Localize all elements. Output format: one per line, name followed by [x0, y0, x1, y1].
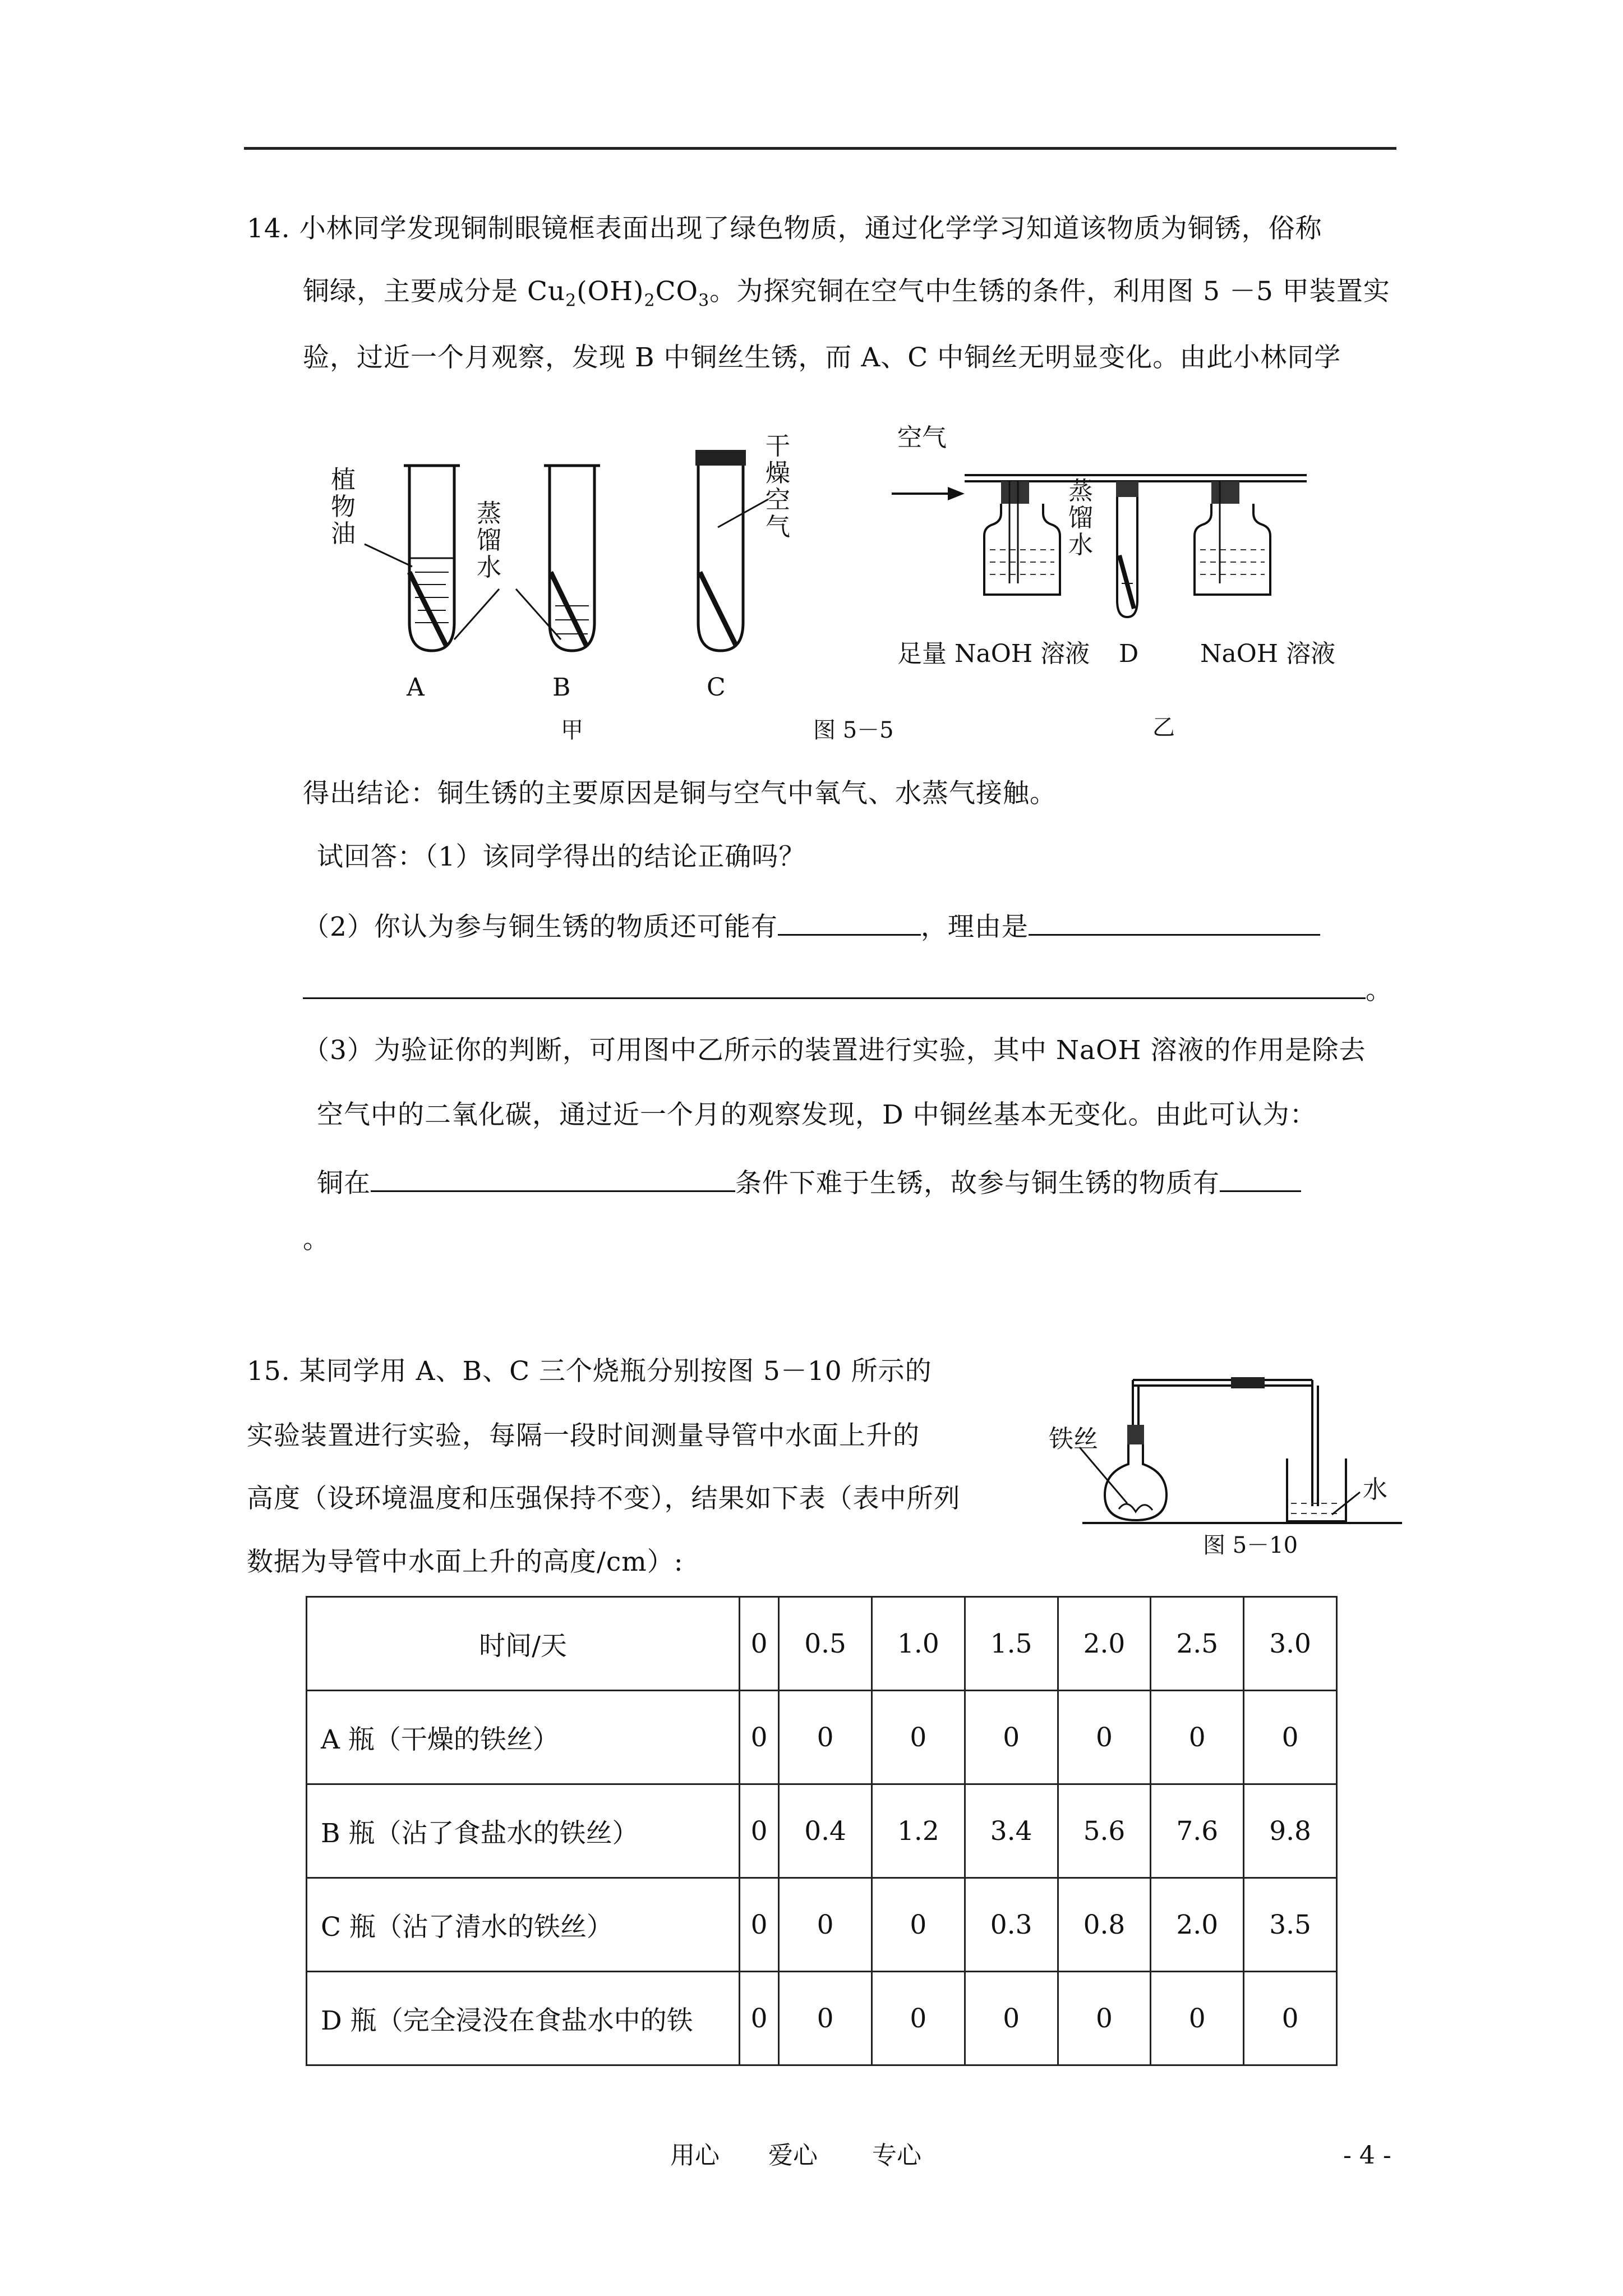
table-cell: 0.3: [965, 1878, 1058, 1972]
figure-5-5-caption: 图 5－5: [813, 717, 894, 743]
table-header-cell: 时间/天: [307, 1597, 740, 1691]
tube-d-label: D: [1119, 639, 1139, 668]
q15-line1: 15. 某同学用 A、B、C 三个烧瓶分别按图 5－10 所示的: [247, 1356, 932, 1387]
table-cell: D 瓶（完全浸没在食盐水中的铁: [307, 1972, 740, 2065]
table-cell: 0: [779, 1972, 872, 2065]
table-header-cell: 2.5: [1151, 1597, 1244, 1691]
q14-q3-line3: 铜在 条件下难于生锈，故参与铜生锈的物质有: [317, 1162, 1301, 1200]
tube-a: [404, 466, 460, 651]
answer-blank-reason[interactable]: [1029, 906, 1320, 936]
label-naoh-left: 足量 NaOH 溶液: [897, 639, 1090, 668]
figure-5-5-yi: [813, 415, 1380, 743]
table-header-cell: 1.0: [872, 1597, 965, 1691]
label-dry-air: 干燥空气: [766, 432, 790, 541]
tube-b-label: B: [552, 673, 571, 702]
q15-line2: 实验装置进行实验，每隔一段时间测量导管中水面上升的: [247, 1420, 920, 1451]
label-water-510: 水: [1363, 1475, 1387, 1504]
q14-q2-cont: 。: [303, 969, 1393, 1007]
tube-b: [544, 466, 600, 651]
table-cell: 3.4: [965, 1784, 1058, 1878]
table-cell: 9.8: [1244, 1784, 1337, 1878]
q14-q2: （2）你认为参与铜生锈的物质还可能有 ，理由是: [303, 906, 1320, 944]
q14-q1: 试回答：（1）该同学得出的结论正确吗？: [317, 841, 806, 872]
table-cell: B 瓶（沾了食盐水的铁丝）: [307, 1784, 740, 1878]
table-cell: C 瓶（沾了清水的铁丝）: [307, 1878, 740, 1972]
table-cell: 0: [1058, 1972, 1151, 2065]
table-header-cell: 0.5: [779, 1597, 872, 1691]
tube-d: [1116, 481, 1138, 617]
naoh-bottle-left: [984, 481, 1060, 595]
q14-line1: 14. 小林同学发现铜制眼镜框表面出现了绿色物质，通过化学学习知道该物质为铜锈，俗称: [247, 213, 1322, 244]
q15-line3: 高度（设环境温度和压强保持不变），结果如下表（表中所列: [247, 1483, 961, 1514]
table-cell: 0: [1244, 1972, 1337, 2065]
table-cell: 0.4: [779, 1784, 872, 1878]
table-header-row: [307, 1597, 1337, 1691]
table-cell: 2.0: [1151, 1878, 1244, 1972]
label-iron: 铁丝: [1049, 1425, 1098, 1453]
table-cell: 0: [779, 1691, 872, 1784]
table-row: [307, 1972, 1337, 2065]
table-cell: 0: [1058, 1691, 1151, 1784]
label-water: 蒸馏水: [477, 499, 501, 582]
table-header-cell: 1.5: [965, 1597, 1058, 1691]
q14-line2: 铜绿，主要成分是 $Cu_2(OH)_2CO_3$。为探究铜在空气中生锈的条件，利用图 5 －5 甲装置实: [303, 276, 1390, 311]
figure-5-10: [1049, 1369, 1402, 1558]
table-cell: 0.8: [1058, 1878, 1151, 1972]
table-cell: 0: [740, 1878, 779, 1972]
answer-blank-substance[interactable]: [778, 906, 921, 936]
label-water2: 蒸馏水: [1068, 477, 1093, 559]
naoh-bottle-right: [1195, 481, 1270, 595]
q14-q3-line1: （3）为验证你的判断，可用图中乙所示的装置进行实验，其中 NaOH 溶液的作用是除去: [303, 1035, 1366, 1066]
label-naoh-right: NaOH 溶液: [1200, 639, 1336, 668]
table-cell: 0: [1151, 1972, 1244, 2065]
table-cell: 0: [740, 1784, 779, 1878]
table-row: [307, 1691, 1337, 1784]
table-cell: 0: [872, 1878, 965, 1972]
table-cell: 7.6: [1151, 1784, 1244, 1878]
table-cell: 1.2: [872, 1784, 965, 1878]
figure-5-5-jia: [325, 432, 830, 743]
answer-blank-condition[interactable]: [371, 1162, 735, 1192]
table-cell: 0: [872, 1972, 965, 2065]
header-rule: [244, 147, 1396, 150]
answer-blank-substances[interactable]: [1220, 1162, 1301, 1192]
q15-line4: 数据为导管中水面上升的高度/cm）:: [247, 1547, 684, 1577]
table-cell: 5.6: [1058, 1784, 1151, 1878]
figure-5-10-caption: 图 5－10: [1203, 1533, 1298, 1558]
footer-motto-2: 爱心: [768, 2141, 818, 2170]
table-cell: 0: [740, 1691, 779, 1784]
table-row: [307, 1878, 1337, 1972]
page-number: - 4 -: [1343, 2141, 1391, 2170]
rust-data-table: [306, 1596, 1338, 2066]
footer-motto-1: 用心: [670, 2141, 720, 2170]
table-cell: A 瓶（干燥的铁丝）: [307, 1691, 740, 1784]
tube-c: [695, 450, 746, 651]
q14-conclusion: 得出结论：铜生锈的主要原因是铜与空气中氧气、水蒸气接触。: [303, 778, 1057, 809]
table-header-cell: 3.0: [1244, 1597, 1337, 1691]
label-air: 空气: [897, 424, 947, 452]
table-cell: 0: [779, 1878, 872, 1972]
q14-q3-line2: 空气中的二氧化碳，通过近一个月的观察发现，D 中铜丝基本无变化。由此可认为：: [317, 1099, 1317, 1130]
table-cell: 0: [872, 1691, 965, 1784]
q14-q3-end: 。: [303, 1224, 330, 1255]
table-cell: 0: [740, 1972, 779, 2065]
tube-c-label: C: [707, 673, 726, 702]
label-oil: 植物油: [331, 466, 356, 548]
table-header-cell: 0: [740, 1597, 779, 1691]
table-cell: 0: [1151, 1691, 1244, 1784]
table-header-cell: 2.0: [1058, 1597, 1151, 1691]
table-cell: 0: [965, 1691, 1058, 1784]
table-cell: 0: [1244, 1691, 1337, 1784]
table-row: [307, 1784, 1337, 1878]
footer-motto-3: 专心: [872, 2141, 921, 2170]
table-cell: 0: [965, 1972, 1058, 2065]
q14-line3: 验，过近一个月观察，发现 B 中铜丝生锈，而 A、C 中铜丝无明显变化。由此小林同学: [303, 342, 1341, 373]
answer-blank-reason-cont[interactable]: [303, 969, 1366, 999]
tube-a-label: A: [407, 673, 425, 702]
label-jia: 甲: [561, 717, 583, 743]
table-cell: 3.5: [1244, 1878, 1337, 1972]
label-yi: 乙: [1152, 715, 1175, 740]
